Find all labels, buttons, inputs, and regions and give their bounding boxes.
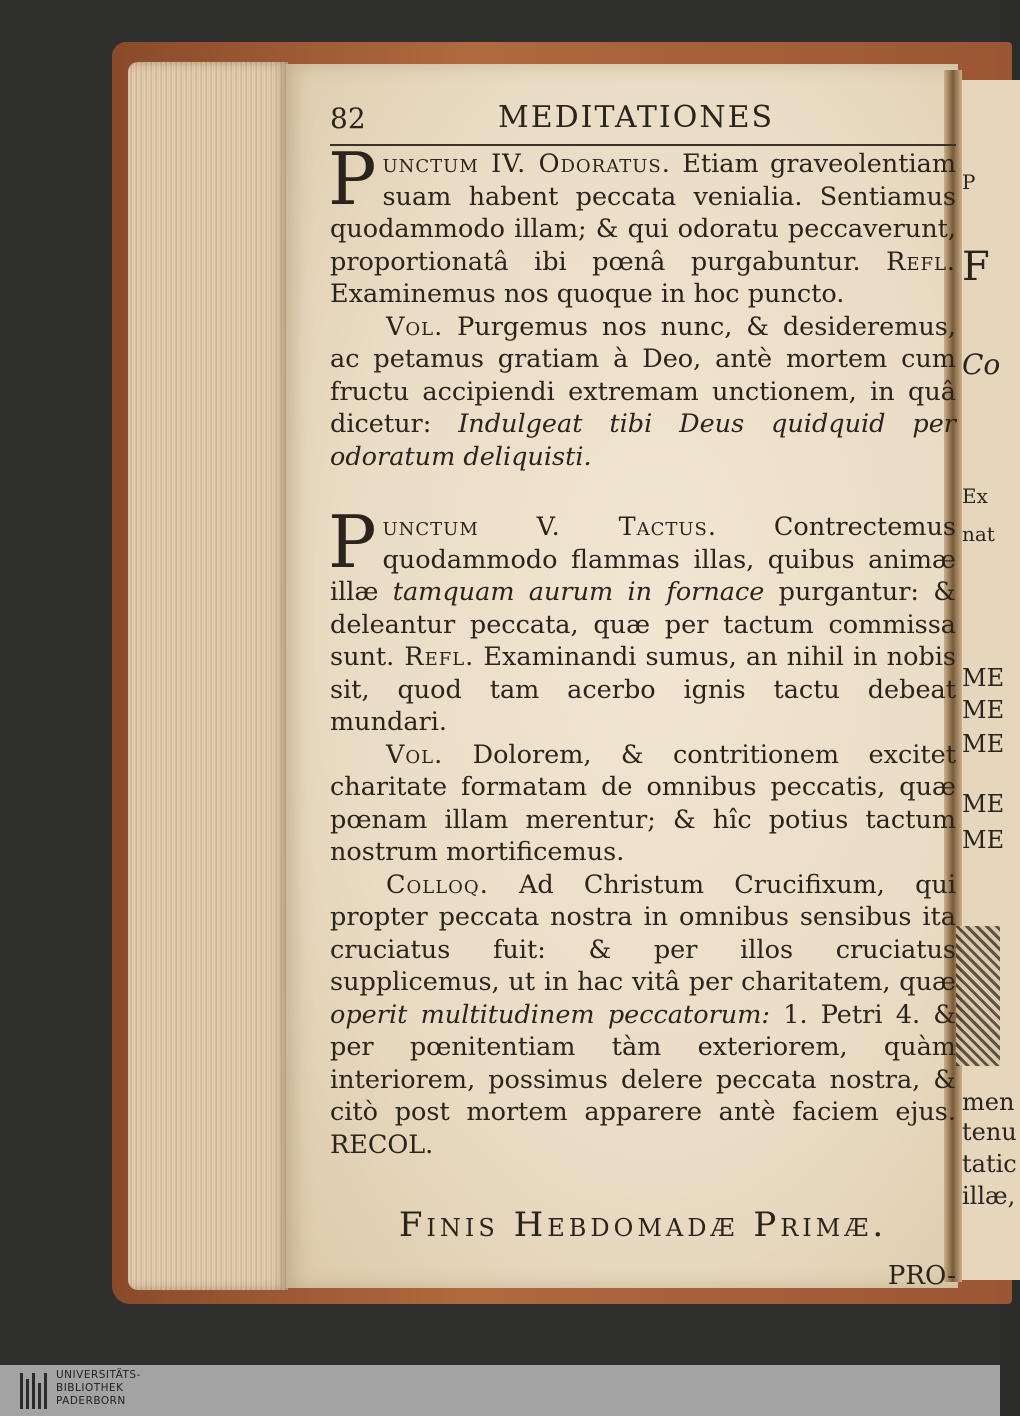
section-heading: unctum IV. Odoratus. (382, 149, 671, 179)
page-text (330, 96, 956, 1291)
page-number: 82 (330, 102, 366, 135)
right-page-fragment: nat (962, 522, 995, 546)
right-page-fragment: tatic (962, 1150, 1017, 1178)
finis-heading: Finis Hebdomadæ Primæ. (398, 1205, 888, 1245)
right-page-fragment: ME (962, 790, 1005, 818)
paragraph-vol-1 (330, 311, 956, 474)
right-page-fragment: ME (962, 664, 1005, 692)
library-logo-icon (20, 1373, 50, 1409)
drop-cap: P (328, 137, 377, 221)
right-page-fragment: ME (962, 730, 1005, 758)
vol-label: Vol. (386, 311, 444, 342)
paragraph-text: Contrectemus quodammodo flammas illas, quibus animæ illæ (330, 512, 956, 607)
paragraph-text: Ad Christum Crucifixum, qui propter peccata nostra in omnibus sensibus ita cruciatus fuit: & per illos cruciatus supplicemus, ut in hac vitâ per charitatem, quæ (330, 869, 956, 997)
right-page-fragment: P (962, 170, 976, 194)
running-title: MEDITATIONES (498, 100, 775, 135)
paragraph-text: Examinemus nos quoque in hoc puncto. (330, 279, 845, 309)
paragraph-text: 1. Petri 4. & per pœnitentiam tàm exteriorem, quàm interiorem, possimus delere peccata nostra, & citò post mortem apparere antè faciem ejus. (330, 999, 956, 1127)
page-edges (128, 62, 288, 1290)
ornament-initial (956, 926, 1000, 1066)
right-page-fragment: F (962, 244, 990, 290)
right-page-fragment: men (962, 1088, 1015, 1116)
paragraph-punctum-v (328, 500, 957, 739)
drop-cap: P (328, 500, 377, 584)
paragraph-text: Dolorem, & contritionem excitet charitate formatam de omnibus peccatis, quæ pœnam illam merentur; & hîc potius tactum nostrum mortificemus. (330, 739, 956, 867)
right-page-fragment: ME (962, 826, 1005, 854)
paragraph-text: Examinandi sumus, an nihil in nobis sit, quod tam acerbo ignis tactu debeat mundari. (330, 642, 957, 737)
refl-label: Refl. (394, 642, 475, 672)
refl-label: Refl. (886, 246, 957, 277)
paragraph-text: Purgemus nos nunc, & desideremus, ac petamus gratiam à Deo, antè mortem cum fructu accipiendi extremam unctionem, in quâ dicetur: (330, 311, 956, 439)
right-page-fragment: Co (962, 348, 1001, 381)
right-page-fragment: ME (962, 696, 1005, 724)
quotation: Indulgeat tibi Deus quidquid per odoratum deliquisti. (330, 409, 956, 472)
running-header (330, 96, 956, 146)
paragraph-text: purgantur: & deleantur peccata, quæ per tactum commissa sunt. (330, 577, 956, 672)
colloq-label: Colloq. (386, 869, 489, 900)
right-page-fragment: illæ, (962, 1182, 1016, 1210)
library-name-line: UNIVERSITÄTS- (56, 1369, 141, 1381)
library-name-line: PADERBORN (56, 1395, 126, 1407)
vol-label: Vol. (386, 739, 444, 770)
recol-label: RECOL. (330, 1129, 434, 1160)
library-name-line: BIBLIOTHEK (56, 1382, 124, 1394)
paragraph-colloquium (330, 869, 956, 1162)
library-name (56, 1369, 141, 1408)
quotation: operit multitudinem peccatorum: (330, 999, 770, 1030)
library-footer-bar (0, 1365, 1000, 1416)
section-heading: unctum V. Tactus. (382, 512, 717, 542)
paragraph-punctum-iv (328, 137, 957, 311)
paragraph-vol-2 (330, 739, 956, 869)
catchword: PRO- (887, 1261, 956, 1291)
quotation: tamquam aurum in fornace (378, 577, 765, 607)
right-page-fragment: tenu (962, 1118, 1017, 1146)
paragraph-text: Etiam graveolentiam suam habent peccata venialia. Sentiamus quodammodo illam; & qui odoratu peccaverunt, proportionatâ ibi pœnâ purgabuntur. (330, 149, 956, 277)
right-page-fragment: Ex (962, 484, 988, 508)
